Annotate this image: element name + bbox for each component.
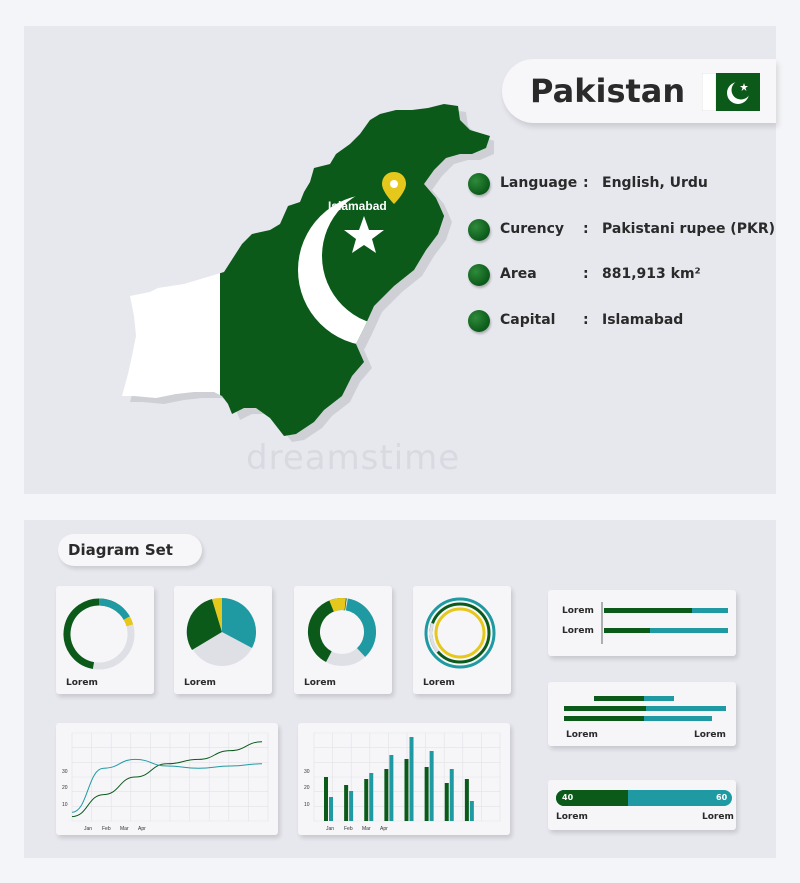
- hbar-label: Lorem: [694, 730, 726, 740]
- info-value: Islamabad: [602, 312, 684, 328]
- bar: [364, 779, 368, 821]
- bar: [324, 777, 328, 821]
- bar: [470, 801, 474, 821]
- info-row-language: Language : English, Urdu: [468, 172, 778, 196]
- pakistan-flag-icon: [702, 73, 760, 111]
- bullet-icon: [468, 219, 490, 241]
- bar-chart-card: [298, 723, 510, 835]
- bar: [405, 759, 409, 821]
- info-label: Area: [500, 266, 537, 282]
- diagram-set-title-card: [58, 534, 202, 566]
- rings-card: [413, 586, 511, 694]
- info-value: English, Urdu: [602, 175, 708, 191]
- bullet-icon: [468, 173, 490, 195]
- y-tick-label: 10: [62, 802, 68, 808]
- info-row-currency: Curency : Pakistani rupee (PKR): [468, 218, 778, 242]
- donut-card-2: [294, 586, 392, 694]
- pie-card: [174, 586, 272, 694]
- x-tick-label: Apr: [380, 826, 388, 832]
- progress-right-value: 60: [716, 793, 728, 802]
- progress-left-value: 40: [562, 793, 574, 802]
- info-label: Curency: [500, 221, 565, 237]
- info-row-capital: Capital : Islamabad: [468, 309, 778, 333]
- x-tick-label: Jan: [84, 826, 93, 832]
- bar: [389, 755, 393, 821]
- progress-label: Lorem: [702, 812, 734, 822]
- info-row-area: Area : 881,913 km²: [468, 263, 778, 287]
- x-tick-label: Mar: [362, 826, 371, 832]
- donut-label: Lorem: [184, 678, 216, 688]
- country-title: Pakistan: [530, 72, 686, 110]
- hbar-card-2: [548, 682, 736, 746]
- hbar-label: Lorem: [562, 606, 594, 616]
- progress-card: [548, 780, 736, 830]
- country-overview-panel: [24, 26, 776, 494]
- y-tick-label: 20: [304, 785, 310, 791]
- y-tick-label: 20: [62, 785, 68, 791]
- bar: [450, 769, 454, 821]
- bar: [344, 785, 348, 821]
- x-tick-label: Feb: [344, 826, 353, 832]
- bar: [425, 767, 429, 821]
- bar-chart: [298, 723, 510, 835]
- info-label: Language: [500, 175, 578, 191]
- watermark: dreamstime: [246, 438, 461, 478]
- line-series: [72, 759, 262, 812]
- capital-marker-label: Islamabad: [328, 199, 387, 213]
- x-tick-label: Apr: [138, 826, 146, 832]
- hbar-label: Lorem: [566, 730, 598, 740]
- progress-label: Lorem: [556, 812, 588, 822]
- x-tick-label: Feb: [102, 826, 111, 832]
- bar: [445, 783, 449, 821]
- hbar-label: Lorem: [562, 626, 594, 636]
- x-tick-label: Mar: [120, 826, 129, 832]
- bullet-icon: [468, 264, 490, 286]
- bar: [369, 773, 373, 821]
- bar: [410, 737, 414, 821]
- donut-label: Lorem: [423, 678, 455, 688]
- bar: [329, 797, 333, 821]
- line-chart: [56, 723, 278, 835]
- bar: [349, 791, 353, 821]
- hbar-card-1: [548, 590, 736, 656]
- x-tick-label: Jan: [326, 826, 335, 832]
- info-value: 881,913 km²: [602, 266, 701, 282]
- bar: [465, 779, 469, 821]
- info-label: Capital: [500, 312, 556, 328]
- donut-label: Lorem: [304, 678, 336, 688]
- country-title-card: [502, 59, 776, 123]
- donut-card-1: [56, 586, 154, 694]
- bar: [430, 751, 434, 821]
- diagram-set-panel: [24, 520, 776, 858]
- y-tick-label: 30: [62, 769, 68, 775]
- bar: [384, 769, 388, 821]
- pakistan-flag-map: [74, 74, 494, 454]
- bullet-icon: [468, 310, 490, 332]
- y-tick-label: 30: [304, 769, 310, 775]
- donut-label: Lorem: [66, 678, 98, 688]
- y-tick-label: 10: [304, 802, 310, 808]
- line-chart-card: [56, 723, 278, 835]
- diagram-set-title: Diagram Set: [68, 541, 173, 559]
- info-value: Pakistani rupee (PKR): [602, 221, 775, 237]
- line-series: [72, 742, 262, 817]
